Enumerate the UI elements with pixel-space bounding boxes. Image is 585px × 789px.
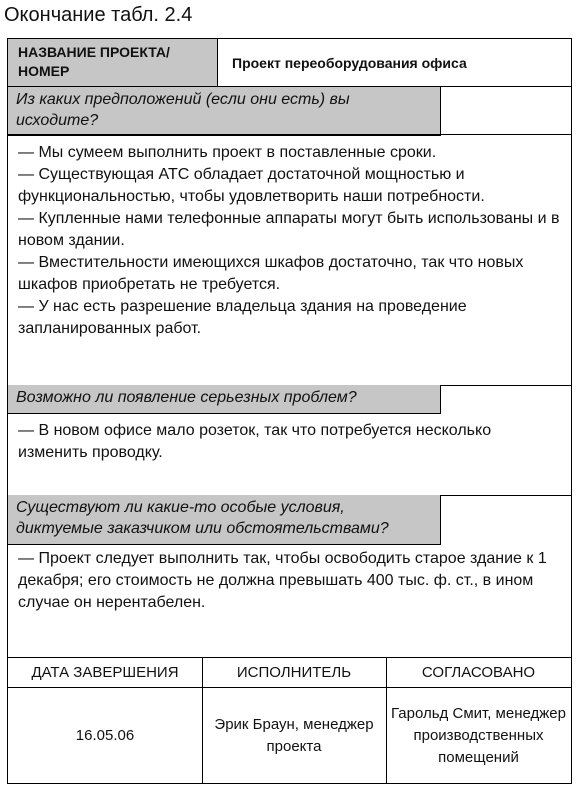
table-caption: Окончание табл. 2.4 — [4, 4, 193, 26]
divider — [386, 658, 387, 784]
footer-header-executor: ИСПОЛНИТЕЛЬ — [236, 664, 352, 681]
question-problems: Возможно ли появление серьезных проблем? — [8, 385, 441, 414]
project-name-label: НАЗВАНИЕ ПРОЕКТА/ НОМЕР — [8, 39, 218, 87]
question-assumptions: Из каких предположений (если они есть) вы исходите? — [8, 87, 441, 136]
approved-by-value: Гарольд Смит, менеджер производственных помещений — [391, 705, 566, 766]
divider — [8, 687, 571, 688]
answer-line: — Проект следует выполнить так, чтобы освободить старое здание к 1 декабря; его стоимость не должна превышать 400 тыс. ф. ст., в ином случае он нерентабелен. — [18, 550, 547, 611]
divider — [8, 134, 571, 135]
answer-line: — В новом офисе мало розеток, так что потребуется несколько изменить проводку. — [18, 422, 492, 461]
footer-header-approved: СОГЛАСОВАНО — [421, 664, 536, 681]
executor-value: Эрик Браун, менеджер проекта — [214, 716, 374, 755]
answer-conditions — [8, 544, 571, 656]
divider — [202, 658, 203, 784]
answer-line: — Мы сумеем выполнить проект в поставленные сроки. — [18, 144, 437, 161]
project-name-value: Проект переоборудования офиса — [218, 39, 571, 87]
answer-assumptions — [8, 138, 571, 386]
answer-problems — [8, 416, 571, 496]
divider — [8, 657, 571, 658]
answer-line: — Вместительности имеющихся шкафов достаточно, так что новых шкафов приобретать не требуется. — [18, 254, 524, 293]
question-conditions: Существуют ли какие-то особые условия, диктуемые заказчиком или обстоятельствами? — [8, 495, 441, 545]
footer-header-date: ДАТА ЗАВЕРШЕНИЯ — [31, 664, 179, 681]
answer-line: — Существующая АТС обладает достаточной мощностью и функциональностью, чтобы удовлетворить наши потребности. — [18, 166, 485, 205]
answer-line: — Купленные нами телефонные аппараты могут быть использованы и в новом здании. — [18, 210, 560, 249]
answer-line: — У нас есть разрешение владельца здания на проведение запланированных работ. — [18, 298, 467, 337]
completion-date-value: 16.05.06 — [75, 727, 135, 744]
project-form-table — [7, 38, 572, 784]
